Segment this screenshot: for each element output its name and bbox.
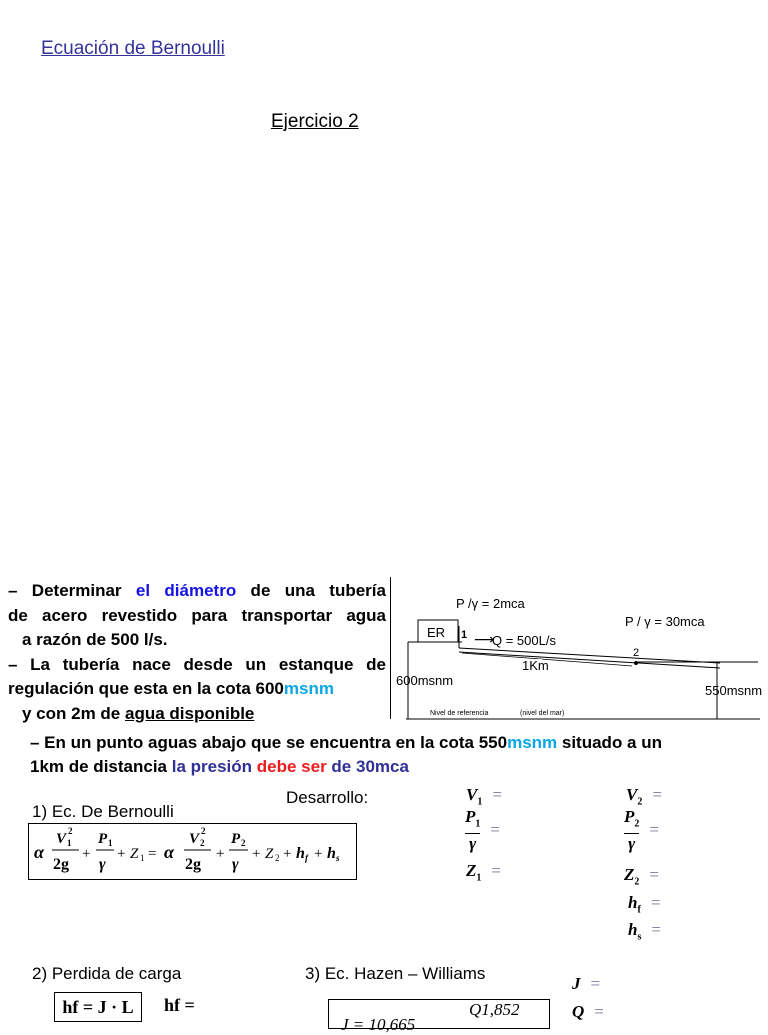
bernoulli-equation xyxy=(29,824,356,879)
head-loss-formula: hf = J · L xyxy=(54,992,142,1022)
flow-label: Q = 500L/s xyxy=(492,633,556,648)
highlight-diameter: el diámetro xyxy=(135,581,237,600)
var-j: J = xyxy=(572,974,601,993)
statement-text: – En un punto aguas abajo que se encuentra en la cota 550 xyxy=(30,733,508,752)
pressure-1-label: P /γ = 2mca xyxy=(456,596,525,611)
length-label: 1Km xyxy=(522,658,549,673)
problem-statement xyxy=(8,579,386,726)
highlight-pressure: la presión xyxy=(171,757,257,776)
eq-plus-2: + xyxy=(117,846,126,862)
eq-v2: V xyxy=(189,831,200,847)
eq-plus-6: + xyxy=(314,846,323,862)
var-hf: $h_f$ = xyxy=(628,893,661,916)
var-p1-gamma: $\frac{P_1}{\gamma}$ = xyxy=(465,807,500,854)
statement-text: situado a un xyxy=(557,733,662,752)
section-1-label: 1) Ec. De Bernoulli xyxy=(32,802,174,821)
eq-plus-5: + xyxy=(283,846,292,862)
eq-hf-sub: f xyxy=(305,853,308,863)
tank-label: ER xyxy=(427,625,446,640)
pipe-bottom xyxy=(459,652,720,668)
node-1-label: 1 xyxy=(461,629,468,641)
eq-p2: P xyxy=(231,831,241,847)
var-v1: $V_1$ = xyxy=(466,785,502,808)
eq-alpha-2: α xyxy=(164,842,174,862)
eq-2g-2: 2g xyxy=(185,856,201,873)
desarrollo-label: Desarrollo: xyxy=(286,788,369,807)
eq-plus-1: + xyxy=(82,846,91,862)
course-title[interactable]: Ecuación de Bernoulli xyxy=(41,38,225,59)
statement-line-4: – La tubería nace desde un estanque de xyxy=(8,654,386,674)
agua-disponible: agua disponible xyxy=(124,703,255,723)
eq-z1: Z xyxy=(130,846,139,862)
statement-text: de una tubería xyxy=(236,581,386,600)
statement-text: – Determinar xyxy=(8,581,136,600)
eq-z2-sub: 2 xyxy=(275,853,280,863)
eq-hf: h xyxy=(296,845,305,862)
eq-hs: h xyxy=(327,845,336,862)
sea-label: (nivel del mar) xyxy=(520,710,565,717)
var-v2: $V_2$ = xyxy=(626,785,662,808)
var-p2-gamma: $\frac{P_2}{\gamma}$ = xyxy=(624,807,659,854)
eq-p1: P xyxy=(98,831,108,847)
eq-v2-sub: 2 xyxy=(200,838,205,848)
eq-plus-4: + xyxy=(252,846,261,862)
eq-z2: Z xyxy=(265,846,274,862)
unit-msnm: msnm xyxy=(283,679,334,698)
statement-line-7 xyxy=(30,731,760,755)
pressure-2-label: P / γ = 30mca xyxy=(625,614,705,629)
statement-line-1 xyxy=(8,579,386,604)
unit-msnm: msnm xyxy=(507,733,558,752)
var-q: Q = xyxy=(572,1002,604,1021)
eq-hs-sub: s xyxy=(336,853,340,863)
eq-gamma-2: γ xyxy=(232,856,239,873)
eq-p2-sub: 2 xyxy=(241,838,246,848)
hw-exponent: Q1,852 xyxy=(469,1000,520,1019)
eq-p1-sub: 1 xyxy=(108,838,113,848)
statement-line-2: de acero revestido para transportar agua xyxy=(8,605,386,625)
eq-v1-sq: 2 xyxy=(68,826,73,836)
eq-v2-sq: 2 xyxy=(201,826,206,836)
var-z2: $Z_2$ = xyxy=(624,865,659,888)
section-3-label: 3) Ec. Hazen – Williams xyxy=(305,964,486,983)
eq-z1-sub: 1 xyxy=(140,853,145,863)
divider-line xyxy=(390,577,391,719)
elevation-2-label: 550msnm xyxy=(705,683,763,698)
statement-text: y con 2m de xyxy=(22,703,125,723)
datum-label: Nivel de referencia xyxy=(430,710,489,717)
eq-plus-3: + xyxy=(216,846,225,862)
var-z1: $Z_1$ = xyxy=(466,861,501,884)
hf-label: hf = xyxy=(164,995,195,1015)
pipe-diagram xyxy=(392,586,768,726)
statement-text: 1km de distancia xyxy=(30,757,172,776)
statement-text: regulación que esta en la cota 600 xyxy=(8,679,284,698)
node-2-label: 2 xyxy=(633,647,640,659)
highlight-must-be: debe ser xyxy=(256,757,327,776)
bernoulli-equation-box xyxy=(28,823,357,880)
eq-v1-sub: 1 xyxy=(67,838,72,848)
section-2-label: 2) Perdida de carga xyxy=(32,964,182,983)
eq-2g-1: 2g xyxy=(53,856,69,873)
eq-v1: V xyxy=(56,831,67,847)
highlight-30mca: de 30mca xyxy=(326,757,409,776)
hazen-williams-box xyxy=(328,999,550,1034)
flow-arrow: ⟶ xyxy=(474,632,495,648)
eq-equals: = xyxy=(148,846,157,862)
statement-line-3: a razón de 500 l/s. xyxy=(22,630,168,649)
elevation-1-label: 600msnm xyxy=(396,673,454,688)
statement-line-8 xyxy=(30,755,760,779)
statement-line-6 xyxy=(8,702,386,727)
eq-alpha-1: α xyxy=(34,842,44,862)
problem-statement-2 xyxy=(30,731,760,779)
node-2-point xyxy=(634,661,638,665)
exercise-title: Ejercicio 2 xyxy=(271,111,359,132)
eq-gamma-1: γ xyxy=(99,856,106,873)
var-hs: $h_s$ = xyxy=(628,920,661,943)
hw-coefficient: J = 10,665 xyxy=(341,1015,416,1034)
statement-line-5 xyxy=(8,677,386,702)
